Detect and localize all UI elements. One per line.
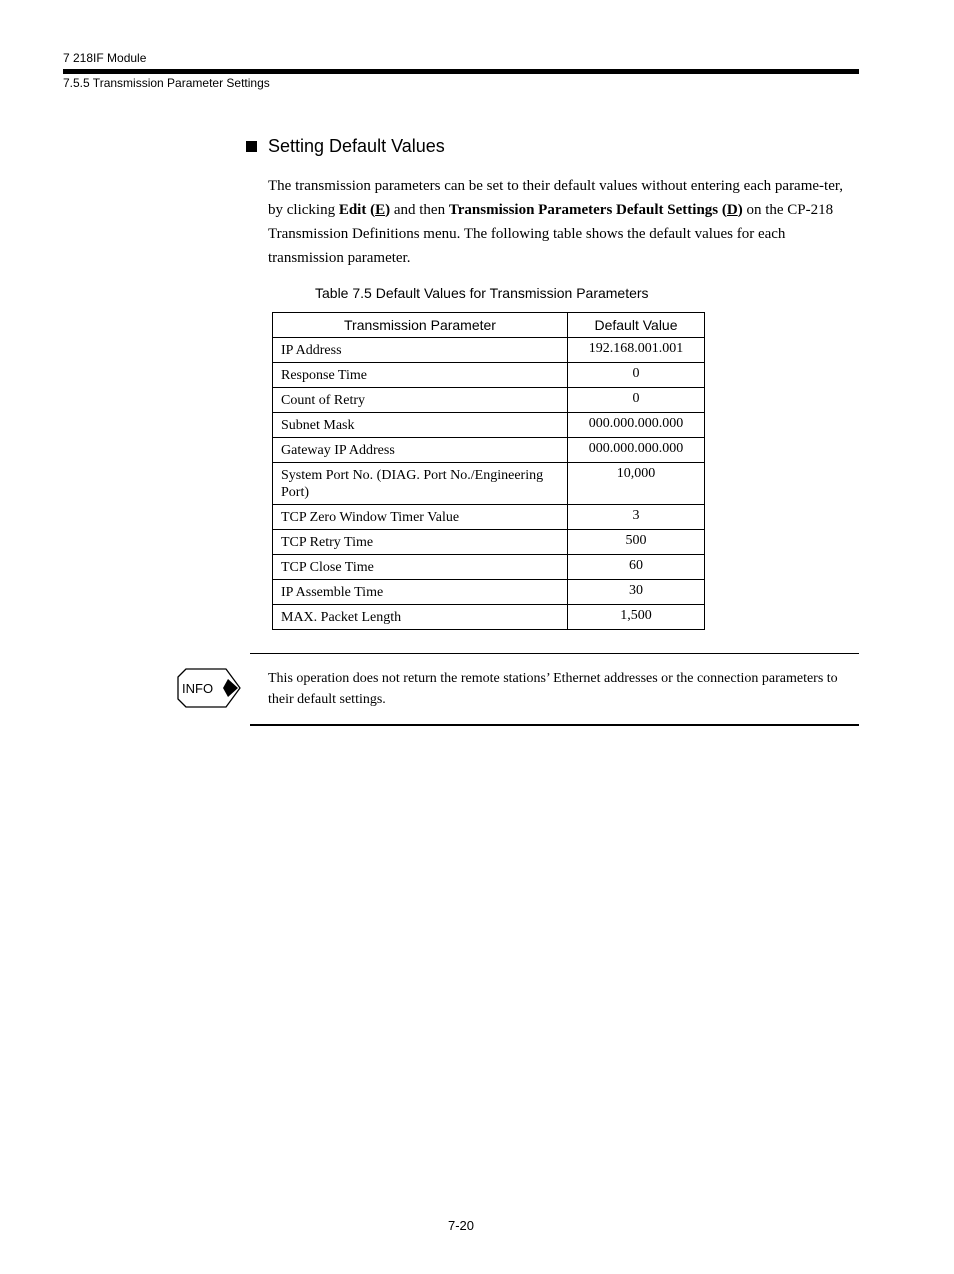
default-value-cell: 0: [568, 388, 705, 413]
parameter-name-cell: MAX. Packet Length: [273, 605, 568, 630]
parameter-name-cell: Subnet Mask: [273, 413, 568, 438]
default-value-cell: 500: [568, 530, 705, 555]
column-header-parameter: Transmission Parameter: [273, 313, 568, 338]
table-header-row: [273, 313, 705, 338]
paragraph-text-1: The transmission parameters can be set to their default values without entering each parame-ter, by clicking: [268, 178, 844, 218]
default-value-cell: 10,000: [568, 463, 705, 505]
default-values-table: [272, 312, 705, 630]
table-row: [273, 338, 705, 363]
header-rule: [63, 69, 859, 74]
default-settings-shortcut-key: D: [726, 202, 738, 218]
section-heading-text: Setting Default Values: [268, 136, 445, 156]
table-row: [273, 580, 705, 605]
paragraph-text-3: on the CP-218 Transmission Definitions menu. The following table shows the default values for each transmission parameter.: [268, 202, 834, 266]
edit-shortcut-key: E: [375, 202, 386, 218]
default-value-cell: 30: [568, 580, 705, 605]
table-row: [273, 388, 705, 413]
black-square-bullet-icon: [246, 141, 257, 152]
column-header-default-value: Default Value: [568, 313, 705, 338]
body-paragraph: [268, 174, 860, 270]
edit-menu-ref: Edit (E): [338, 202, 391, 218]
info-bottom-rule: [250, 724, 859, 726]
default-value-cell: 192.168.001.001: [568, 338, 705, 363]
default-value-cell: 000.000.000.000: [568, 438, 705, 463]
default-value-cell: 0: [568, 363, 705, 388]
info-top-rule: [250, 653, 859, 654]
default-value-cell: 3: [568, 505, 705, 530]
page-number: 7-20: [448, 1218, 475, 1233]
default-value-cell: 60: [568, 555, 705, 580]
info-tag-icon: [176, 667, 242, 709]
table-row: [273, 555, 705, 580]
info-note-text: This operation does not return the remote stations’ Ethernet addresses or the connection parameters to their default settings.: [268, 671, 838, 707]
parameter-name-cell: TCP Close Time: [273, 555, 568, 580]
table-row: [273, 413, 705, 438]
info-label: INFO: [182, 681, 214, 696]
parameter-name-cell: TCP Zero Window Timer Value: [273, 505, 568, 530]
table-row: [273, 530, 705, 555]
parameter-name-cell: IP Assemble Time: [273, 580, 568, 605]
table-caption: Table 7.5 Default Values for Transmission Parameters: [315, 285, 649, 301]
parameter-name-cell: IP Address: [273, 338, 568, 363]
default-value-cell: 000.000.000.000: [568, 413, 705, 438]
parameter-name-cell: TCP Retry Time: [273, 530, 568, 555]
parameter-name-cell: Count of Retry: [273, 388, 568, 413]
section-heading: [246, 136, 445, 157]
default-settings-menu-ref: Transmission Parameters Default Settings (D): [448, 202, 743, 218]
default-value-cell: 1,500: [568, 605, 705, 630]
table-row: [273, 605, 705, 630]
paragraph-text-2: and then: [390, 202, 449, 218]
running-header-chapter: 7 218IF Module: [63, 51, 147, 65]
parameter-name-cell: System Port No. (DIAG. Port No./Engineering Port): [273, 463, 568, 505]
parameter-name-cell: Gateway IP Address: [273, 438, 568, 463]
table-row: [273, 463, 705, 505]
table-row: [273, 438, 705, 463]
running-header-section: 7.5.5 Transmission Parameter Settings: [63, 76, 270, 90]
parameter-name-cell: Response Time: [273, 363, 568, 388]
table-row: [273, 505, 705, 530]
table-row: [273, 363, 705, 388]
